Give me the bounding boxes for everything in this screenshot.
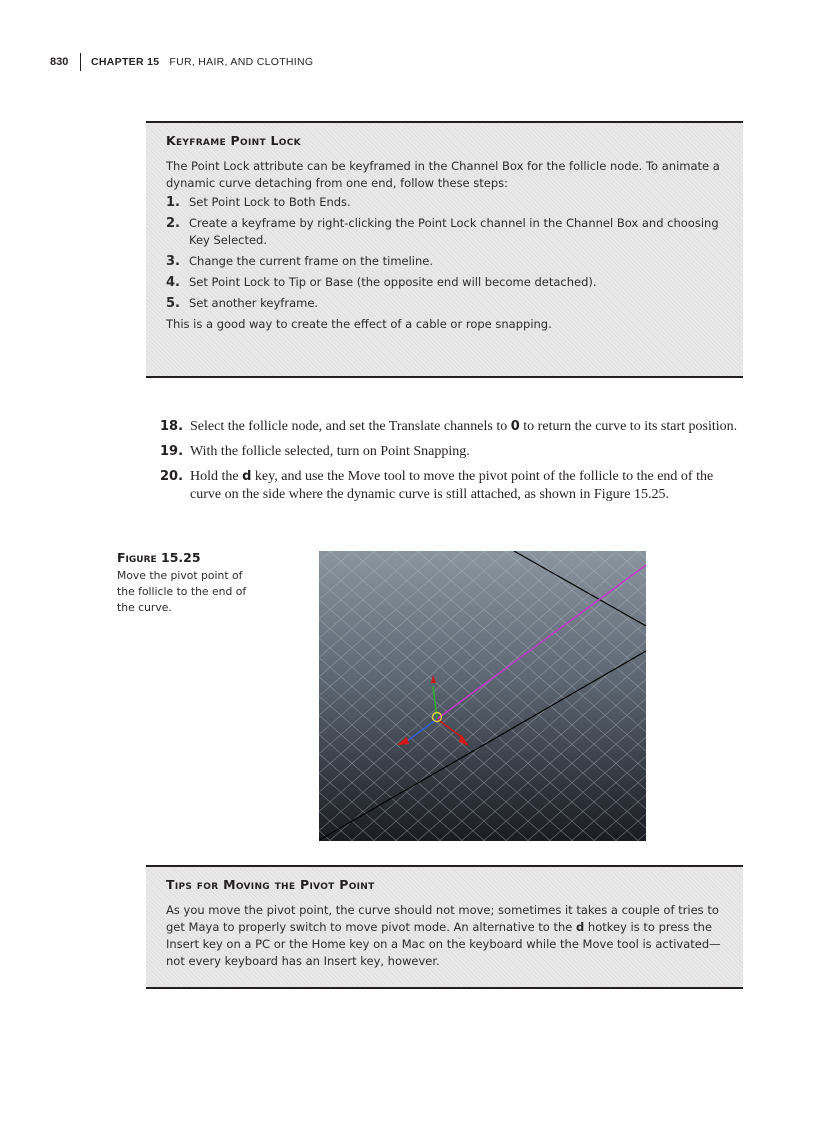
step-text: Set Point Lock to Tip or Base (the opposite end will become detached). — [189, 275, 597, 289]
step-number: 2. — [166, 216, 180, 231]
main-step-list — [148, 418, 743, 511]
main-step: 20. Hold the d key, and use the Move tool to move the pivot point of the follicle to the end of the curve on the side where the dynamic curve is still attached, as shown in Figure 15.25. — [160, 469, 714, 502]
bold-hotkey: d — [576, 920, 585, 934]
figure-caption-text: Move the pivot point of the follicle to the end of the curve. — [117, 569, 247, 614]
step-text: Set another keyframe. — [189, 296, 319, 310]
viewport-background — [319, 551, 646, 841]
sidebar-step — [166, 253, 723, 270]
sidebar-title: Tips for Moving the Pivot Point — [166, 877, 375, 892]
step-number: 4. — [166, 275, 180, 290]
sidebar-step — [166, 295, 723, 312]
main-step: 19. With the follicle selected, turn on Point Snapping. — [160, 444, 470, 459]
sidebar-intro: The Point Lock attribute can be keyframed in the Channel Box for the follicle node. To animate a dynamic curve detaching from one end, follow these steps: — [166, 159, 720, 190]
step-number: 3. — [166, 254, 180, 269]
page-number: 830 — [50, 56, 69, 68]
sidebar-step — [166, 274, 723, 291]
figure-label: Figure 15.25 — [117, 550, 201, 565]
bold-value: 0 — [510, 419, 520, 434]
running-header — [50, 54, 313, 70]
step-number: 18. — [160, 419, 184, 434]
sidebar-outro: This is a good way to create the effect of a cable or rope snapping. — [166, 317, 552, 331]
step-text: Change the current frame on the timeline. — [189, 254, 434, 268]
viewport-screenshot — [319, 551, 646, 841]
sidebar-step-list — [166, 194, 723, 312]
step-number: 19. — [160, 444, 184, 459]
chapter-title: FUR, HAIR, AND CLOTHING — [169, 56, 314, 68]
sidebar-title: Keyframe Point Lock — [166, 133, 301, 148]
sidebar-step — [166, 215, 723, 249]
step-text: Create a keyframe by right-clicking the Point Lock channel in the Channel Box and choosing Key Selected. — [189, 216, 719, 247]
step-number: 20. — [160, 469, 184, 484]
step-number: 1. — [166, 195, 180, 210]
sidebar-keyframe-point-lock — [146, 121, 743, 378]
sidebar-step — [166, 194, 723, 211]
chapter-label: CHAPTER 15 — [91, 56, 160, 68]
bold-key: d — [242, 469, 252, 484]
step-text: Set Point Lock to Both Ends. — [189, 195, 351, 209]
sidebar-tips-pivot-point — [146, 865, 743, 989]
figure-caption — [117, 550, 247, 616]
main-step: 18. Select the follicle node, and set the Translate channels to 0 to return the curve to its start position. — [160, 419, 738, 434]
step-number: 5. — [166, 296, 180, 311]
header-divider — [80, 53, 81, 71]
sidebar-body: As you move the pivot point, the curve should not move; sometimes it takes a couple of tries to get Maya to properly switch to move pivot mode. An alternative to the d hotkey is to press the Insert key on a PC or the Home key on a Mac on the keyboard while the Move tool is activated—not every keyboard has an Insert key, however. — [166, 903, 721, 968]
